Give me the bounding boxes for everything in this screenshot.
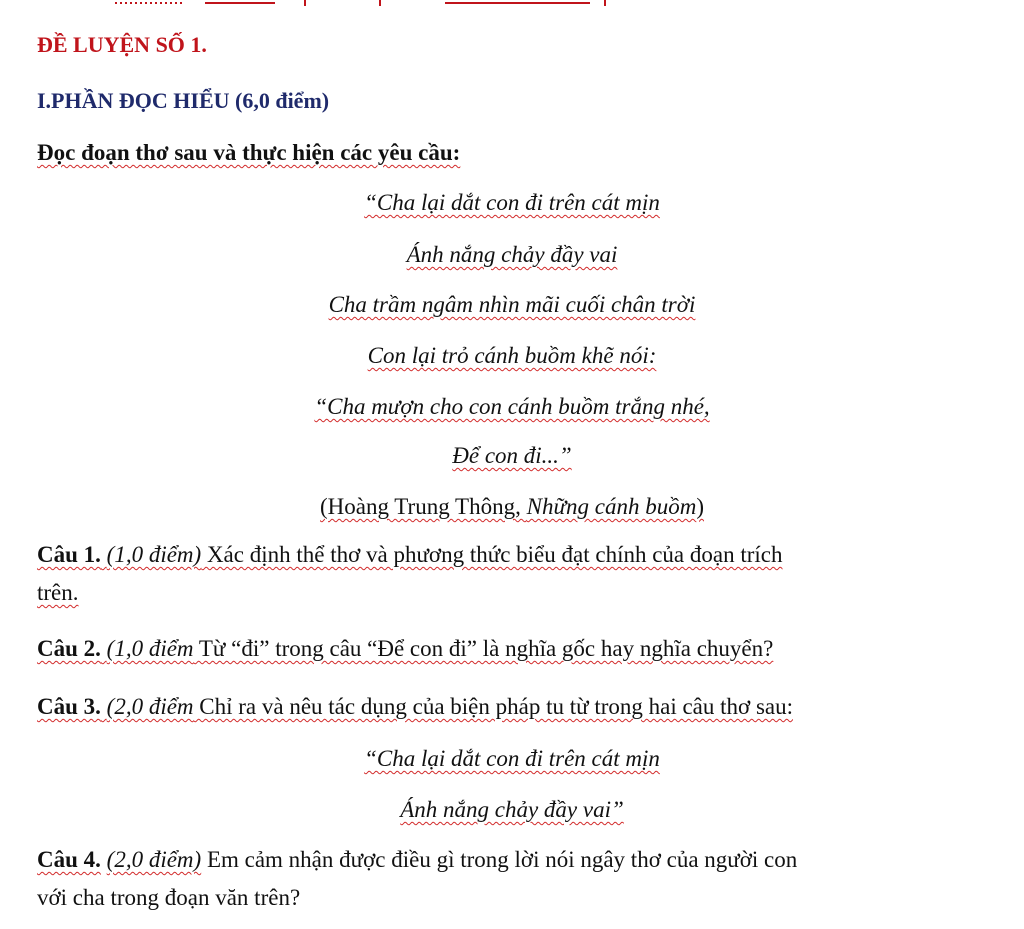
question-4-label: Câu 4. <box>37 847 101 872</box>
poem-line-3: Cha trầm ngâm nhìn mãi cuối chân trời <box>328 292 696 317</box>
question-4 <box>0 845 1024 875</box>
top-red-marks <box>0 0 1024 8</box>
poem-line-5: “Cha mượn cho con cánh buồm trắng nhé, <box>314 394 710 419</box>
question-2-text: Từ “đi” trong câu “Để con đi” là nghĩa gốc hay nghĩa chuyển? <box>193 636 774 661</box>
poem-line-1: “Cha lại dắt con đi trên cát mịn <box>364 190 660 215</box>
question-2-points: (1,0 điểm <box>106 636 194 661</box>
question-1 <box>0 540 1024 570</box>
poem-line-4: Con lại trỏ cánh buồm khẽ nói: <box>367 343 657 368</box>
question-4-continued: với cha trong đoạn văn trên? <box>37 885 301 910</box>
document-title: ĐỀ LUYỆN SỐ 1. <box>37 32 207 57</box>
poem-line-6: Để con đi...” <box>452 443 572 468</box>
poem-source <box>0 492 1024 522</box>
question-3-quote-line-2: Ánh nắng chảy đầy vai” <box>400 797 624 822</box>
question-3-quote-line-1: “Cha lại dắt con đi trên cát mịn <box>364 746 660 771</box>
question-2 <box>0 634 1024 664</box>
question-3-text: Chỉ ra và nêu tác dụng của biện pháp tu từ trong hai câu thơ sau: <box>193 694 793 719</box>
question-2-label: Câu 2. <box>37 636 101 661</box>
poem-line-2: Ánh nắng chảy đầy vai <box>406 242 618 267</box>
question-4-text: Em cảm nhận được điều gì trong lời nói ngây thơ của người con <box>201 847 798 872</box>
poem-source-close: ) <box>696 494 704 519</box>
question-4-points: (2,0 điểm) <box>106 847 202 872</box>
question-1-label: Câu 1. <box>37 542 101 567</box>
question-1-continued: trên. <box>37 580 79 605</box>
question-1-points: (1,0 điểm) <box>106 542 202 567</box>
question-3 <box>0 692 1024 722</box>
question-1-text: Xác định thể thơ và phương thức biểu đạt chính của đoạn trích <box>201 542 783 567</box>
question-3-label: Câu 3. <box>37 694 101 719</box>
instruction-text: Đọc đoạn thơ sau và thực hiện các yêu cầu: <box>37 140 461 165</box>
poem-source-author: (Hoàng Trung Thông, <box>320 494 527 519</box>
section-heading: I.PHẦN ĐỌC HIỂU (6,0 điểm) <box>37 88 330 113</box>
poem-source-title: Những cánh buồm <box>526 494 697 519</box>
question-3-points: (2,0 điểm <box>106 694 194 719</box>
